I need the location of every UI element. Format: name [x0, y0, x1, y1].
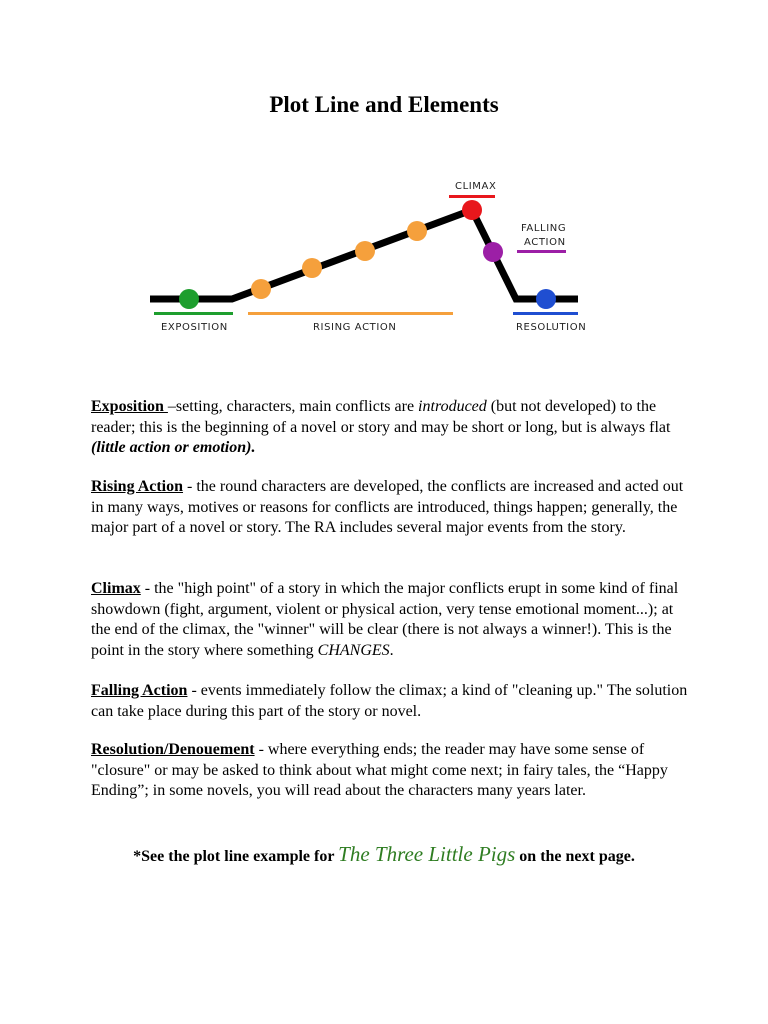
exposition-underline	[154, 312, 233, 315]
rising-dot-1	[251, 279, 271, 299]
story-title: The Three Little Pigs	[338, 842, 516, 866]
falling-action-paragraph	[91, 681, 691, 722]
rising-action-term: Rising Action	[91, 478, 184, 495]
climax-dot	[462, 200, 482, 220]
exposition-label: EXPOSITION	[161, 322, 228, 333]
climax-paragraph	[91, 579, 691, 661]
climax-underline	[449, 195, 495, 198]
rising-dot-4	[407, 221, 427, 241]
exposition-text-2: (but not developed) to the reader; this is the beginning of a novel or story and may be short or long, but is always flat	[91, 398, 671, 436]
rising-action-label: RISING ACTION	[313, 322, 397, 333]
climax-emphasis: CHANGES	[317, 641, 390, 659]
climax-text-2: .	[389, 641, 394, 659]
resolution-paragraph	[91, 740, 691, 802]
climax-term: Climax	[91, 580, 141, 597]
exposition-emphasis-1: introduced	[418, 398, 487, 415]
climax-text-1: - the "high point" of a story in which the major conflicts erupt in some kind of final showdown (fight, argument, violent or physical action, very tense emotional moment...); at the end of the climax, the "winner" will be clear (there is not always a winner!). This is the point in the story where something	[91, 580, 679, 659]
page-title: Plot Line and Elements	[269, 92, 499, 117]
rising-dot-3	[355, 241, 375, 261]
exposition-term: Exposition	[91, 398, 168, 415]
falling-action-term: Falling Action	[91, 682, 188, 699]
resolution-term: Resolution/Denouement	[91, 741, 255, 758]
resolution-text: - where everything ends; the reader may have some sense of "closure" or may be asked to think about what might come next; in fairy tales, the “Happy Ending”; in some novels, you will read about the characters many years later.	[91, 741, 668, 799]
footer-note	[0, 842, 768, 867]
rising-action-paragraph	[91, 477, 691, 539]
footer-text-pre: *See the plot line example for	[133, 848, 339, 865]
exposition-dot	[179, 289, 199, 309]
falling-action-text: - events immediately follow the climax; a kind of "cleaning up." The solution can take place during this part of the story or novel.	[91, 682, 688, 720]
resolution-underline	[513, 312, 578, 315]
rising-action-underline	[248, 312, 453, 315]
falling-label-line2: ACTION	[524, 237, 566, 248]
exposition-paragraph	[91, 397, 691, 459]
rising-dot-2	[302, 258, 322, 278]
resolution-dot	[536, 289, 556, 309]
exposition-text-1: –setting, characters, main conflicts are	[167, 398, 419, 415]
falling-action-underline	[517, 250, 566, 253]
rising-action-text: - the round characters are developed, the conflicts are increased and acted out in many ways, motives or reasons for conflicts are introduced, things happen; generally, the major part of a novel or story. The RA includes several major events from the story.	[91, 478, 684, 536]
falling-dot	[483, 242, 503, 262]
falling-label-line1: FALLING	[521, 223, 567, 234]
climax-label: CLIMAX	[455, 181, 497, 192]
exposition-emphasis-2: (little action or emotion).	[91, 439, 256, 456]
footer-text-post: on the next page.	[515, 848, 635, 865]
resolution-label: RESOLUTION	[516, 322, 587, 333]
plot-line-diagram	[0, 0, 768, 350]
